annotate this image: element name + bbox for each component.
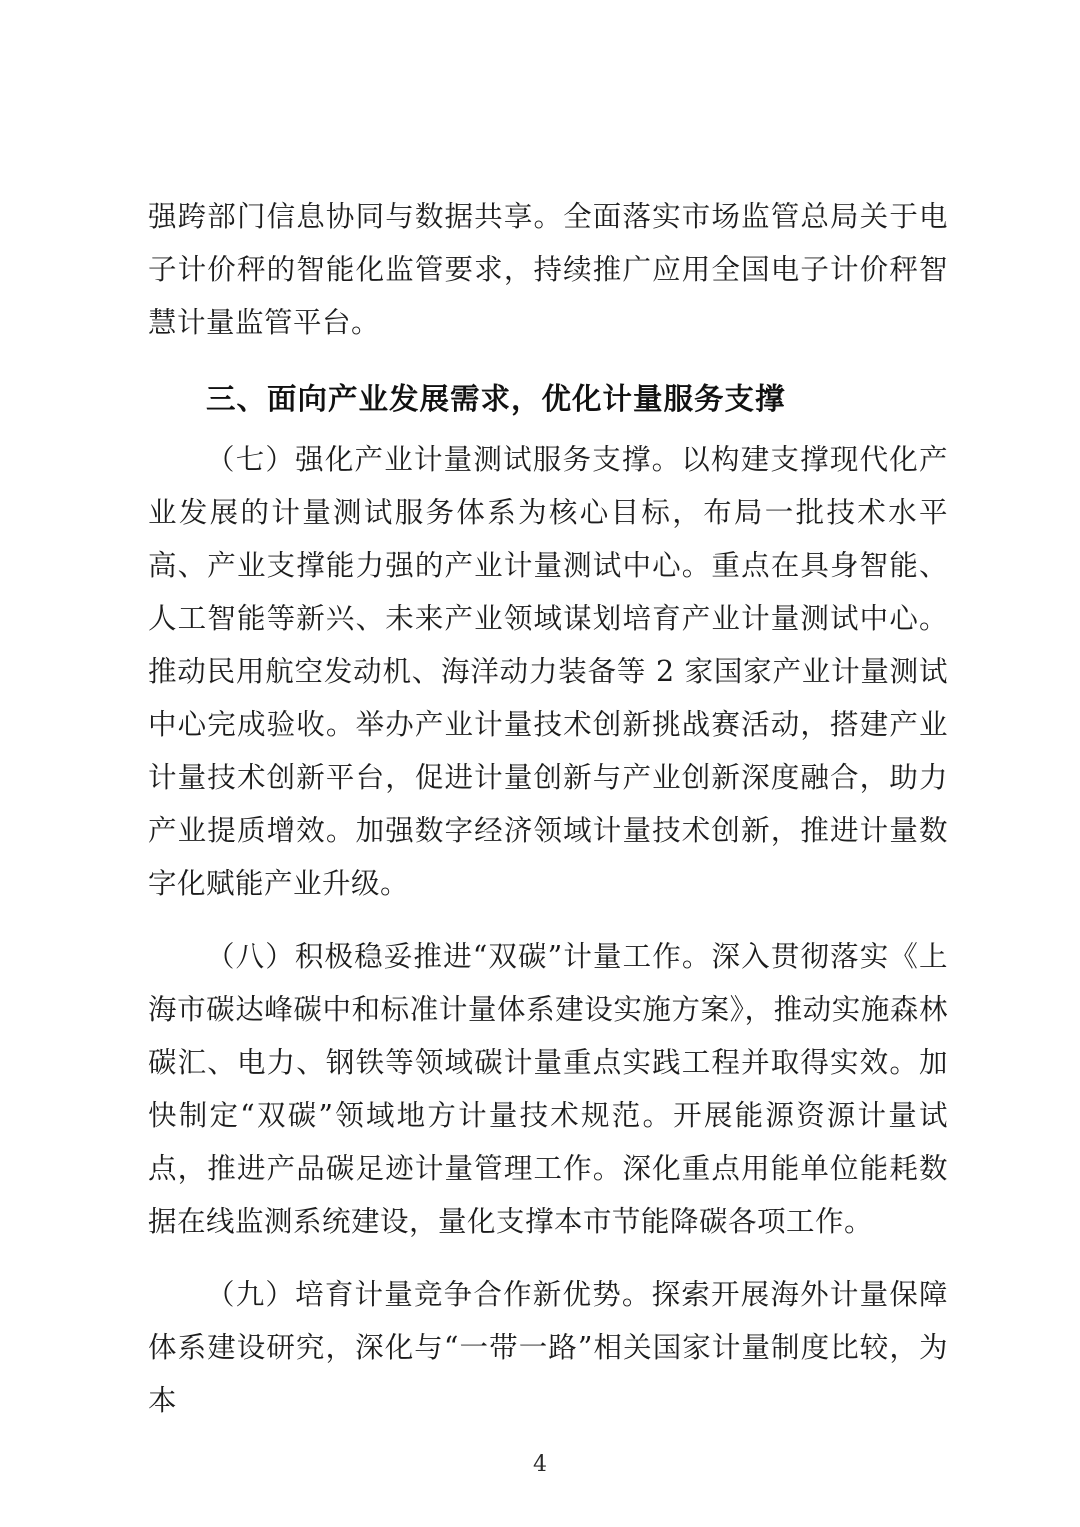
paragraph-item-7: （七）强化产业计量测试服务支撑。以构建支撑现代化产业发展的计量测试服务体系为核心目标，布局一批技术水平高、产业支撑能力强的产业计量测试中心。重点在具身智能、人工智能等新兴、未来产业领域谋划培育产业计量测试中心。推动民用航空发动机、海洋动力装备等 2 家国家产业计量测试中心完成验收。举办产业计量技术创新挑战赛活动，搭建产业计量技术创新平台，促进计量创新与产业创新深度融合，助力产业提质增效。加强数字经济领域计量技术创新，推进计量数字化赋能产业升级。	[148, 443, 948, 900]
page-number: 4	[533, 1452, 547, 1477]
section-heading-three: 三、面向产业发展需求，优化计量服务支撑	[206, 381, 786, 416]
spacer	[148, 1252, 948, 1268]
page-content	[148, 190, 948, 1431]
paragraph-item-9: （九）培育计量竞争合作新优势。探索开展海外计量保障体系建设研究，深化与“一带一路”相关国家计量制度比较，为本	[148, 1278, 948, 1417]
paragraph-continued: 强跨部门信息协同与数据共享。全面落实市场监管总局关于电子计价秤的智能化监管要求，持续推广应用全国电子计价秤智慧计量监管平台。	[148, 200, 948, 339]
spacer	[148, 353, 948, 361]
paragraph-item-8: （八）积极稳妥推进“双碳”计量工作。深入贯彻落实《上海市碳达峰碳中和标准计量体系建设实施方案》，推动实施森林碳汇、电力、钢铁等领域碳计量重点实践工程并取得实效。加快制定“双碳”领域地方计量技术规范。开展能源资源计量试点，推进产品碳足迹计量管理工作。深化重点用能单位能耗数据在线监测系统建设，量化支撑本市节能降碳各项工作。	[148, 940, 948, 1238]
spacer	[148, 914, 948, 930]
